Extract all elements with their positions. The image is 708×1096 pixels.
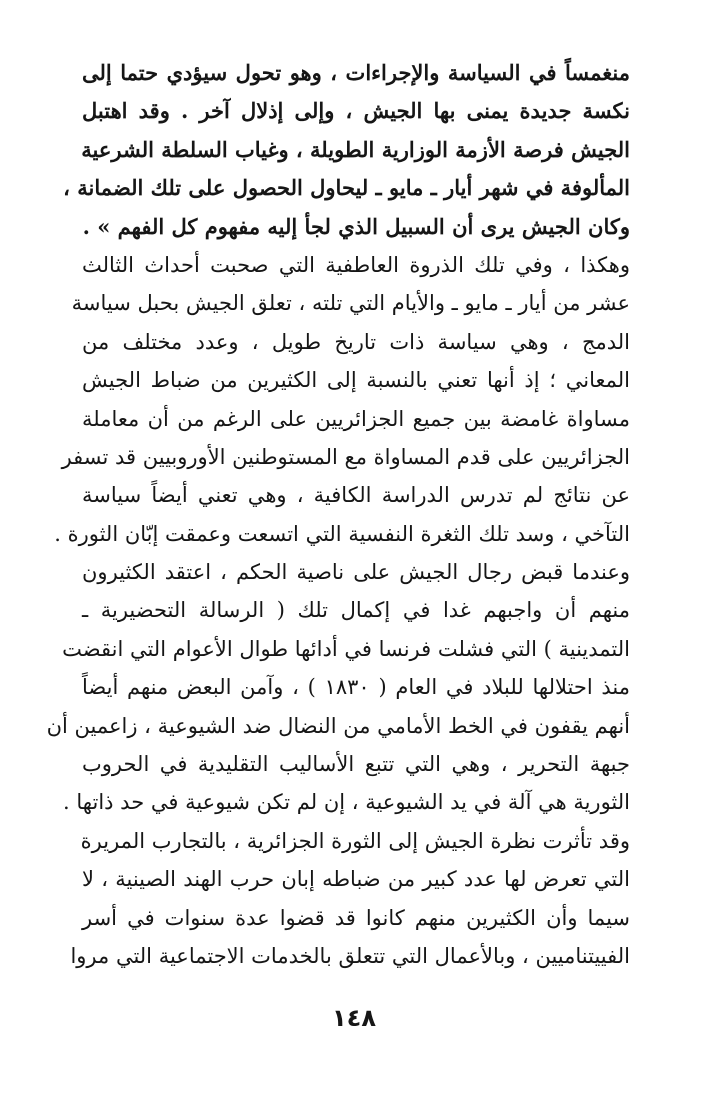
text-line: وهكذا ، وفي تلك الذروة العاطفية التي صحبت أحداث الثالث <box>82 252 630 277</box>
page-number: ١٤٨ <box>332 1004 376 1032</box>
text-line: عن نتائج لم تدرس الدراسة الكافية ، وهي تعني أيضاً سياسة <box>82 483 630 508</box>
text-line: وقد تأثرت نظرة الجيش إلى الثورة الجزائرية ، بالتجارب المريرة <box>80 828 630 853</box>
text-line: جبهة التحرير ، وهي التي تتبع الأساليب التقليدية في الحروب <box>82 752 630 777</box>
text-line: منذ احتلالها للبلاد في العام ( ١٨٣٠ ) ، وآمن البعض منهم أيضاً <box>82 675 630 700</box>
quote-line: الجيش فرصة الأزمة الوزارية الطويلة ، وغياب السلطة الشرعية <box>81 136 630 162</box>
quote-line: وكان الجيش يرى أن السبيل الذي لجأ إليه مفهوم كل الفهم » . <box>82 213 630 239</box>
text-line: الجزائريين على قدم المساواة مع المستوطنين الأوروبيين قد تسفر <box>61 444 630 469</box>
quote-line: منغمساً في السياسة والإجراءات ، وهو تحول سيؤدي حتما إلى <box>82 60 630 85</box>
text-line: وعندما قبض رجال الجيش على ناصية الحكم ، اعتقد الكثيرون <box>82 560 630 585</box>
quote-line: المألوفة في شهر أيار ـ مايو ـ ليحاول الحصول على تلك الضمانة ، <box>63 175 630 201</box>
text-line: الثورية هي آلة في يد الشيوعية ، إن لم تكن شيوعية في حد ذاتها . <box>63 790 630 815</box>
text-line: مساواة غامضة بين جميع الجزائريين على الرغم من أن معاملة <box>82 406 630 431</box>
text-line: المعاني ؛ إذ أنها تعني بالنسبة إلى الكثيرين من ضباط الجيش <box>82 368 630 393</box>
text-line: التآخي ، وسد تلك الثغرة النفسية التي اتسعت وعمقت إبّان الثورة . <box>54 521 630 546</box>
text-line: أنهم يقفون في الخط الأمامي من النضال ضد الشيوعية ، زاعمين أن <box>46 713 630 738</box>
body-text <box>46 54 630 975</box>
quote-line: نكسة جديدة يمنى بها الجيش ، وإلى إذلال آخر . وقد اهتبل <box>82 98 630 124</box>
text-line: سيما وأن الكثيرين منهم كانوا قد قضوا عدة سنوات في أسر <box>82 905 630 930</box>
text-line: عشر من أيار ـ مايو ـ والأيام التي تلته ، تعلق الجيش بحبل سياسة <box>71 291 630 316</box>
text-line: التي تعرض لها عدد كبير من ضباطه إبان حرب الهند الصينية ، لا <box>82 867 630 892</box>
text-line: الدمج ، وهي سياسة ذات تاريخ طويل ، وعدد مختلف من <box>82 329 630 354</box>
text-line: التمدينية ) التي فشلت فرنسا في أدائها طوال الأعوام التي انقضت <box>62 636 630 661</box>
text-line: منهم أن واجبهم غدا في إكمال تلك ( الرسالة التحضيرية ـ <box>82 598 630 623</box>
text-line: الفييتناميين ، وبالأعمال التي تتعلق بالخدمات الاجتماعية التي مروا <box>70 943 630 968</box>
